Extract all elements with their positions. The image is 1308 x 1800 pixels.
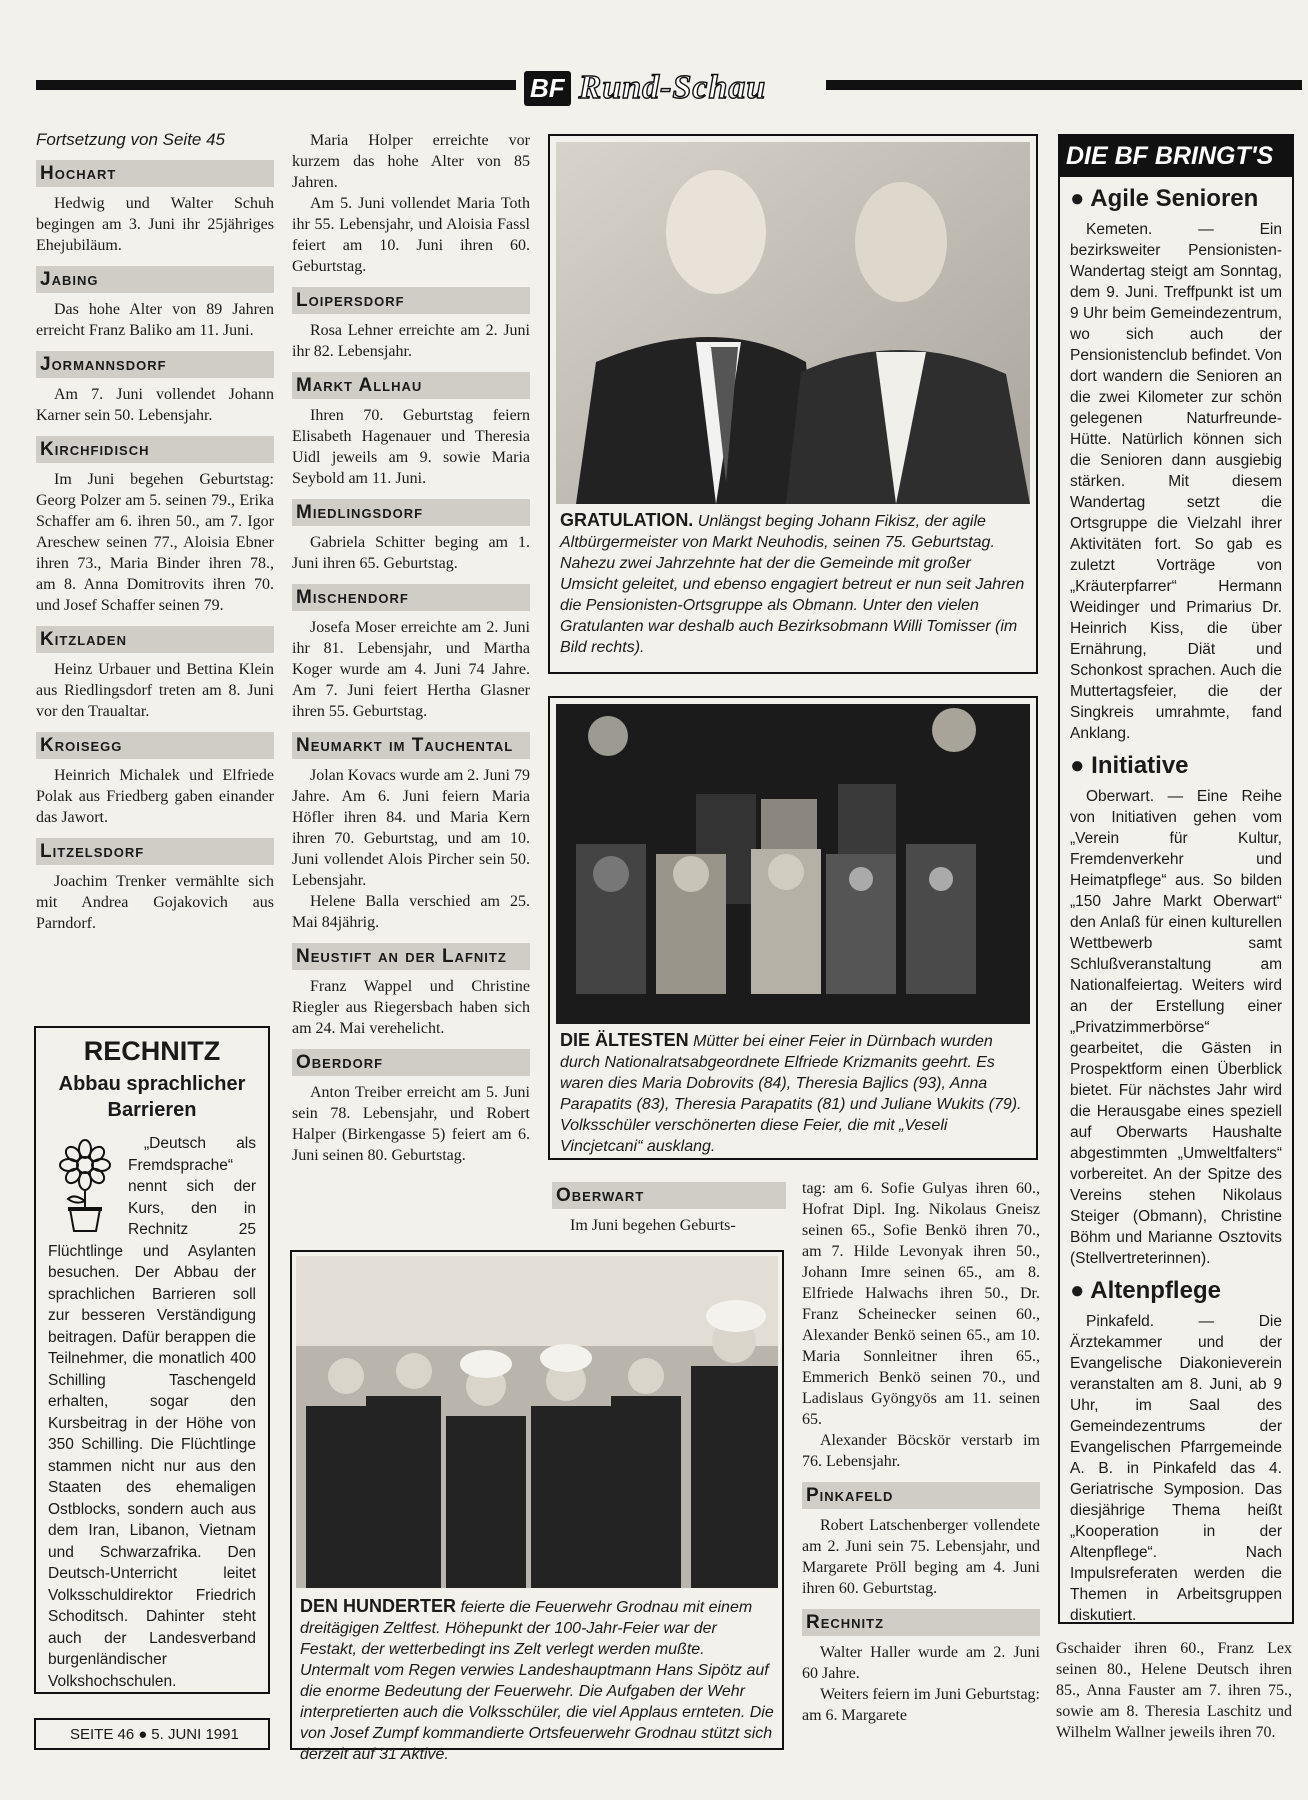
sidebar-item-head <box>1070 752 1282 780</box>
section-head: Kroisegg <box>36 732 274 759</box>
rechnitz-title: RECHNITZ <box>83 1036 221 1066</box>
sidebar-item-text: Kemeten. — Ein bezirksweiter Pensionisten-Wandertag steigt am Sonntag, dem 9. Juni. Treffpunkt ist um 9 Uhr beim Gemeindezentrum, wo sich auch der Pensionistenclub befindet. Von dort wandern die Senioren an die zwei Kilometer zur schön gelegenen Naturfreunde-Hütte. Natürlich können sich die Senioren dann ausgiebig stärken. Mit diesem Wandertag setzt die Ortsgruppe die Vielzahl ihrer Aktivitäten fort. So gab es zuletzt Vorträge von „Kräuterpfarrer“ Hermann Weidinger und Primarius Dr. Heinrich Kiss, die über Ernährung, Diät und Schonkost sprachen. Auch die Muttertagsfeier, die der Singkreis umrahmte, fand Anklang. <box>1070 221 1282 742</box>
photo3-frame <box>290 1250 784 1763</box>
masthead-rule-right <box>826 80 1302 90</box>
section-text: Helene Balla verschied am 25. Mai 84jährig. <box>292 893 530 931</box>
photo2-caption <box>560 1030 1030 1157</box>
col2-intro-2: Am 5. Juni vollendet Maria Toth ihr 55. Lebensjahr, und Aloisia Fassl feiert am 10. Juni ihren 60. Geburtstag. <box>292 195 530 275</box>
col1-list <box>36 160 274 934</box>
photo-gratulation <box>556 142 1030 504</box>
section-text: Josefa Moser erreichte am 2. Juni ihr 81. Lebensjahr, und Martha Koger wurde am 4. Juni 74 Jahre. Am 7. Juni feiert Hertha Glasner ihren 55. Geburtstag. <box>292 619 530 720</box>
photo-die-aeltesten <box>556 704 1030 1024</box>
oberwart-head: Oberwart <box>552 1182 786 1209</box>
photo2-caption-text: Mütter bei einer Feier in Dürnbach wurden durch Nationalratsabgeordnete Elfriede Krizmanits geehrt. Es waren dies Maria Dobrovits (84), Theresia Bajlics (93), Anna Parapatits (83), Theresia Parapatits (81) und Juliane Wukits (79). Volksschüler verschönerten diese Feier, die mit „Veseli Vincjetcani“ ausklang. <box>560 1033 1022 1155</box>
sidebar-title: DIE BF BRINGT'S <box>1060 136 1292 177</box>
sidebar-item-text: Pinkafeld. — Die Ärztekammer und der Evangelische Diakonieverein veranstalten am 8. Juni, ab 9 Uhr, im Saal des Gemeindezentrums der Evangelischen Pfarrgemeinde A. B. in Pinkafeld das 4. Geriatrische Symposion. Das diesjährige Thema heißt „Kooperation in der Altenpflege“. Nach Impulsreferaten werden die Themen in Arbeitsgruppen diskutiert. <box>1070 1313 1282 1624</box>
section-text: Am 7. Juni vollendet Johann Karner sein 50. Lebensjahr. <box>36 386 274 424</box>
photo1-caption <box>560 510 1030 658</box>
masthead-title: Rund-Schau <box>578 69 767 106</box>
column-2 <box>292 130 530 1166</box>
flower-pot-icon <box>48 1137 122 1233</box>
pinkafeld-text: Robert Latschenberger vollendete am 2. Juni sein 75. Lebensjahr, und Margarete Pröll beging am 4. Juni ihren 60. Geburtstag. <box>802 1517 1040 1597</box>
photo3-caption-text: feierte die Feuerwehr Grodnau mit einem dreitägigen Zeltfest. Höhepunkt der 100-Jahr-Feier war der Festakt, der wetterbedingt ins Zelt verlegt werden mußte. Untermalt vom Regen verwies Landeshauptmann Hans Sipötz auf die enorme Bedeutung der Feuerwehr. Die Aufgaben der Wehr interpretierten auch die Volksschüler, die viel Applaus ernteten. Die von Josef Zumpf kommandierte Ortsfeuerwehr Grodnau stützt sich derzeit auf 31 Aktive. <box>300 1599 774 1763</box>
photo2-label: DIE ÄLTESTEN <box>560 1030 689 1050</box>
section-head: Miedlingsdorf <box>292 499 530 526</box>
bf-logo: BF <box>524 71 571 106</box>
section-text: Rosa Lehner erreichte am 2. Juni ihr 82. Lebensjahr. <box>292 322 530 360</box>
col2-list <box>292 287 530 1166</box>
rechnitz-col-text2: Weiters feiern im Juni Geburtstag: am 6. Margarete <box>802 1686 1040 1724</box>
photo1-caption-text: Unlängst beging Johann Fikisz, der agile Altbürgermeister von Markt Neuhodis, seinen 75. Geburtstag. Nahezu zwei Jahrzehnte hat der die Gemeinde mit großer Umsicht geleitet, und ebenso engagiert betreut er nun seit Jahren die Pensionisten-Ortsgruppe als Obmann. Unter den vielen Gratulanten war deshalb auch Bezirksobmann Willi Tomisser (im Bild rechts). <box>560 513 1025 656</box>
footer <box>34 1720 270 1750</box>
section-head: Neustift an der Lafnitz <box>292 943 530 970</box>
bullet-icon: ● <box>1070 1277 1091 1304</box>
section-text: Heinrich Michalek und Elfriede Polak aus Friedberg gaben einander das Jawort. <box>36 767 274 826</box>
section-head: Hochart <box>36 160 274 187</box>
rechnitz-box <box>34 1026 270 1694</box>
section-head: Jabing <box>36 266 274 293</box>
section-head: Neumarkt im Tauchental <box>292 732 530 759</box>
section-text: Heinz Urbauer und Bettina Klein aus Riedlingsdorf treten am 8. Juni vor den Traualtar. <box>36 661 274 720</box>
section-head: Oberdorf <box>292 1049 530 1076</box>
section-text: Franz Wappel und Christine Riegler aus Riegersbach haben sich am 24. Mai verehelicht. <box>292 978 530 1037</box>
continued-note: Fortsetzung von Seite 45 <box>36 130 226 149</box>
sidebar-item-head <box>1070 1277 1282 1305</box>
sidebar-items <box>1060 185 1292 1626</box>
rechnitz-col-text: Walter Haller wurde am 2. Juni 60 Jahre. <box>802 1644 1040 1682</box>
sidebar-item-title: Altenpflege <box>1090 1277 1221 1304</box>
photo3-label: DEN HUNDERTER <box>300 1596 457 1616</box>
section-head: Jormannsdorf <box>36 351 274 378</box>
masthead <box>524 68 820 108</box>
section-head: Mischendorf <box>292 584 530 611</box>
oberwart-text: Im Juni begehen Geburts- <box>570 1217 736 1234</box>
section-text: Im Juni begehen Geburtstag: Georg Polzer am 5. seinen 79., Erika Schaffer am 6. ihren 50., am 7. Igor Areschew seinen 77., Aloisia Ebner ihren 73., Maria Binder ihren 78., am 8. Anna Domitrovits ihren 70. und Josef Schaffer seinen 79. <box>36 471 274 614</box>
rechnitz-subtitle: Abbau sprachlicher Barrieren <box>58 1073 246 1121</box>
photo1-label: GRATULATION. <box>560 510 694 530</box>
column-4 <box>802 1178 1040 1726</box>
sidebar-after <box>1056 1638 1292 1743</box>
section-text: Joachim Trenker vermählte sich mit Andrea Gojakovich aus Parndorf. <box>36 873 274 932</box>
photo1-frame <box>548 134 1038 674</box>
footer-bullet: ● <box>138 1725 148 1743</box>
page-number: SEITE 46 <box>70 1725 135 1743</box>
rechnitz-head: Rechnitz <box>802 1609 1040 1636</box>
photo-den-hunderter <box>296 1256 778 1588</box>
bullet-icon: ● <box>1070 185 1091 212</box>
photo2-frame <box>548 696 1038 1160</box>
section-head: Litzelsdorf <box>36 838 274 865</box>
col2-intro-1: Maria Holper erreichte vor kurzem das hohe Alter von 85 Jahren. <box>292 132 530 191</box>
section-text: Ihren 70. Geburtstag feiern Elisabeth Hagenauer und Theresia Uidl jeweils am 9. sowie Maria Seybold am 11. Juni. <box>292 407 530 487</box>
sidebar-item-title: Agile Senioren <box>1090 185 1259 212</box>
sidebar-item-text: Oberwart. — Eine Reihe von Initiativen gehen vom „Verein für Kultur, Fremdenverkehr und Heimatpflege“ aus. So bilden „150 Jahre Markt Oberwart“ den Anlaß für einen kulturellen Wettbewerb samt Schlußveranstaltung am Nationalfeiertag. Weiters wird an der Erstellung einer „Privatzimmerbörse“ gearbeitet, die Gästen in Prospektform einen Überblick bietet. Für nächstes Jahr wird die Herausgabe eines speziell auf Oberwarts Haushalte abgestimmten „Umweltfalters“ vorbereitet. An der Spitze des Vereins stehen Nikolaus Steiger (Obmann), Christine Böhm und Marianne Osztovits (Stellvertreterinnen). <box>1070 788 1282 1267</box>
photo3-caption <box>300 1596 774 1765</box>
section-head: Kirchfidisch <box>36 436 274 463</box>
section-head: Markt Allhau <box>292 372 530 399</box>
section-text: Anton Treiber erreicht am 5. Juni sein 78. Lebensjahr, und Robert Halper (Birkengasse 5) feiert am 6. Juni seinen 80. Geburtstag. <box>292 1084 530 1164</box>
masthead-rule-left <box>36 80 516 90</box>
col4-text2: Alexander Böcskör verstarb im 76. Lebensjahr. <box>802 1432 1040 1470</box>
section-head: Loipersdorf <box>292 287 530 314</box>
section-text: Das hohe Alter von 89 Jahren erreicht Franz Baliko am 11. Juni. <box>36 301 274 339</box>
sidebar-item-title: Initiative <box>1091 752 1189 779</box>
issue-date: 5. JUNI 1991 <box>151 1725 239 1743</box>
oberwart-block <box>552 1172 786 1236</box>
section-text: Jolan Kovacs wurde am 2. Juni 79 Jahre. Am 6. Juni feiern Maria Höfler ihren 84. und Maria Kern ihren 70. Geburtstag, und am 10. Juni vollendet Alois Pircher sein 50. Lebensjahr. <box>292 767 530 889</box>
sidebar <box>1058 134 1294 1624</box>
column-1 <box>36 130 274 934</box>
sidebar-item-head <box>1070 185 1282 213</box>
pinkafeld-head: Pinkafeld <box>802 1482 1040 1509</box>
rechnitz-text: „Deutsch als Fremdsprache“ nennt sich der Kurs, den in Rechnitz 25 Flüchtlinge und Asylanten besuchen. Der Abbau der sprachlichen Barrieren soll zur besseren Verständigung beitragen. Dafür berappen die Teilnehmer, die monatlich 400 Schilling Taschengeld erhalten, sogar den Kursbeitrag in der Höhe von 350 Schilling. Die Flüchtlinge stammen nicht nur aus den Staaten des ehemaligen Ostblocks, sondern auch aus dem Iran, Libanon, Vietnam und Schwarzafrika. Den Deutsch-Unterricht leitet Volksschuldirektor Friedrich Schoditsch. Dahinter steht auch der Landesverband burgenländischer Volkshochschulen. <box>48 1135 256 1690</box>
section-head: Kitzladen <box>36 626 274 653</box>
bullet-icon: ● <box>1070 752 1092 779</box>
section-text: Gabriela Schitter beging am 1. Juni ihren 65. Geburtstag. <box>292 534 530 572</box>
col4-text1: tag: am 6. Sofie Gulyas ihren 60., Hofrat Dipl. Ing. Nikolaus Gneisz seinen 65., Sofie Benkö ihren 70., am 7. Hilde Levonyak ihren 50., Johann Imre seinen 65., am 8. Elfriede Halwachs ihren 50., Dr. Franz Scheinecker seinen 60., Alexander Benkö seinen 65., am 10. Maria Sonnleitner ihren 65., Emmerich Benkö seinen 70., und Ladislaus Gyöngyös am 11. seinen 65. <box>802 1180 1040 1428</box>
sidebar-after-text: Gschaider ihren 60., Franz Lex seinen 80., Helene Deutsch ihren 85., Anna Fauster am 7. ihren 75., sowie am 8. Theresia Laschitz und Wilhelm Wallner jeweils ihren 70. <box>1056 1640 1292 1741</box>
section-text: Hedwig und Walter Schuh begingen am 3. Juni ihr 25jähriges Ehejubiläum. <box>36 195 274 254</box>
